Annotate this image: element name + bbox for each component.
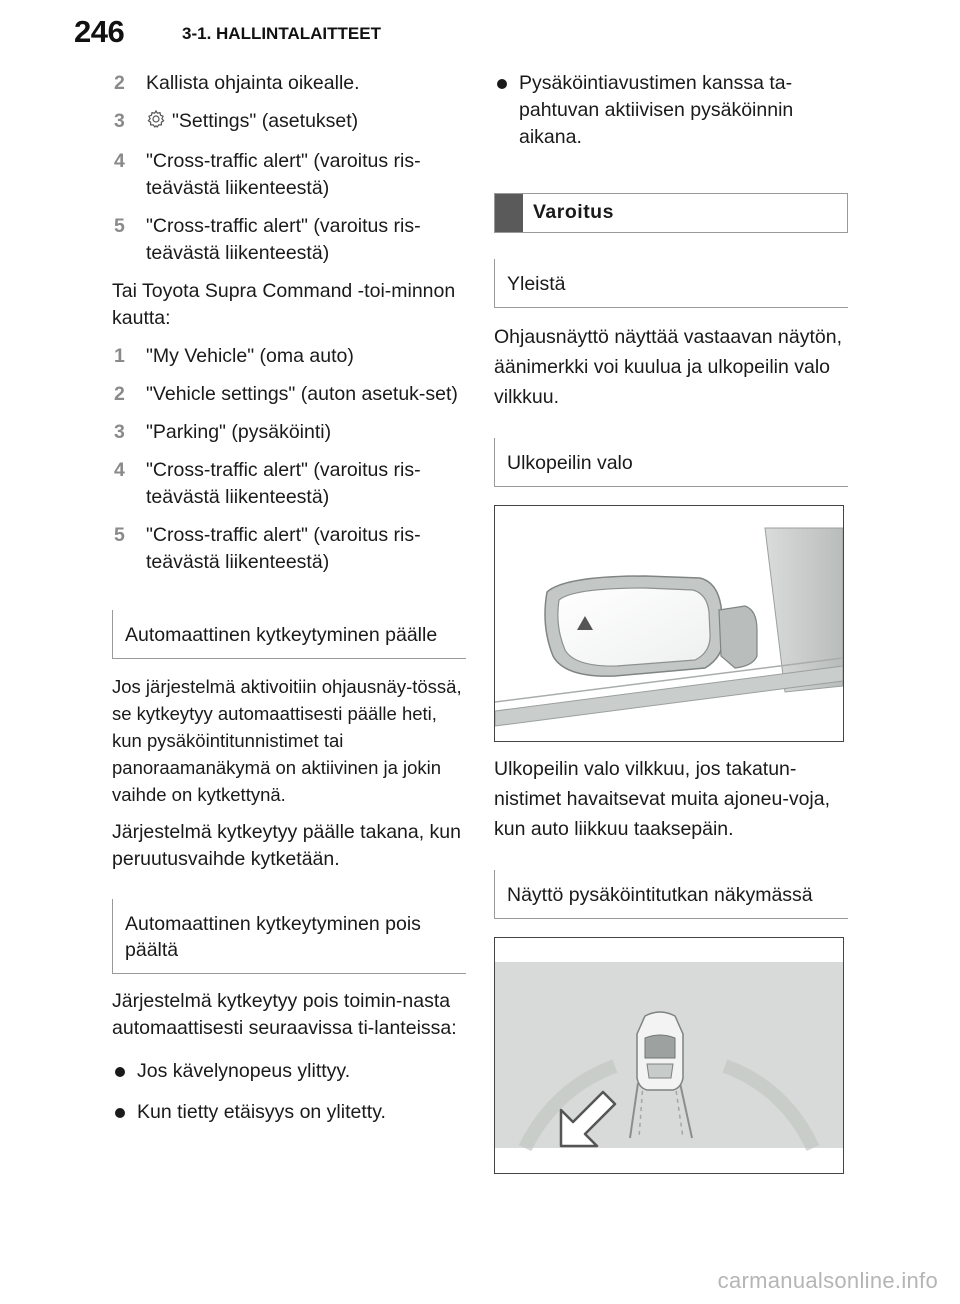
or-paragraph: Tai Toyota Supra Command -toi-minnon kautta:	[112, 280, 456, 329]
step-text: "Cross-traffic alert" (varoitus ris-teävästä liikenteestä)	[146, 459, 421, 508]
step-item	[112, 108, 466, 137]
warning-label: Varoitus	[533, 201, 614, 223]
step-item	[112, 419, 466, 446]
warning-box	[494, 193, 848, 233]
parking-radar-illustration	[494, 937, 844, 1174]
subheading-parking-display: Näyttö pysäköintitutkan näkymässä	[494, 870, 848, 919]
general-paragraph: Ohjausnäyttö näyttää vastaavan näytön, äänimerkki voi kuulua ja ulkopeilin valo vilkkuu.	[494, 326, 842, 408]
subheading-mirror-light: Ulkopeilin valo	[494, 438, 848, 487]
step-number: 4	[114, 459, 125, 481]
step-text: "Settings" (asetukset)	[172, 110, 359, 132]
right-column	[494, 70, 848, 1174]
bullet-dot-icon	[497, 79, 507, 89]
step-number: 2	[114, 383, 125, 405]
step-item	[112, 70, 466, 97]
bullet-text: Kun tietty etäisyys on ylitetty.	[137, 1101, 386, 1123]
bullet-dot-icon	[115, 1067, 125, 1077]
step-text: "Cross-traffic alert" (varoitus ris-teävästä liikenteestä)	[146, 150, 421, 199]
section-header: 3-1. HALLINTALAITTEET	[182, 24, 381, 43]
step-item	[112, 213, 466, 267]
subheading-auto-off: Automaattinen kytkeytyminen pois päältä	[112, 899, 466, 974]
step-item	[112, 457, 466, 511]
page-number: 246	[74, 14, 125, 49]
step-text: "Cross-traffic alert" (varoitus ris-teävästä liikenteestä)	[146, 215, 421, 264]
step-text: "Vehicle settings" (auton asetuk-set)	[146, 383, 458, 405]
gear-icon	[146, 109, 166, 137]
subheading-auto-on: Automaattinen kytkeytyminen päälle	[112, 610, 466, 659]
step-item	[112, 522, 466, 576]
step-text: Kallista ohjainta oikealle.	[146, 72, 360, 94]
step-number: 4	[114, 150, 125, 172]
bullet-dot-icon	[115, 1108, 125, 1118]
warning-bar	[495, 194, 523, 232]
step-item	[112, 343, 466, 370]
step-number: 2	[114, 72, 125, 94]
step-number: 5	[114, 215, 125, 237]
step-number: 3	[114, 421, 125, 443]
bullet-item	[494, 70, 848, 151]
auto-on-paragraph-2: Järjestelmä kytkeytyy päälle takana, kun peruutusvaihde kytketään.	[112, 821, 462, 870]
bullet-item	[112, 1058, 466, 1085]
step-item	[112, 381, 466, 408]
step-text: "Cross-traffic alert" (varoitus ris-teävästä liikenteestä)	[146, 524, 421, 573]
mirror-light-paragraph: Ulkopeilin valo vilkkuu, jos takatun-nistimet havaitsevat muita ajoneu-voja, kun auto liikkuu taaksepäin.	[494, 758, 831, 840]
bullet-text: Pysäköintiavustimen kanssa ta-pahtuvan aktiivisen pysäköinnin aikana.	[519, 72, 794, 148]
bullet-item	[112, 1099, 466, 1126]
step-text: "Parking" (pysäköinti)	[146, 421, 332, 443]
subheading-general: Yleistä	[494, 259, 848, 308]
auto-off-paragraph: Järjestelmä kytkeytyy pois toimin-nasta automaattisesti seuraavissa ti-lanteissa:	[112, 990, 457, 1039]
step-number: 5	[114, 524, 125, 546]
step-item	[112, 148, 466, 202]
watermark: carmanualsonline.info	[717, 1268, 938, 1293]
step-number: 3	[114, 110, 125, 132]
step-number: 1	[114, 345, 125, 367]
auto-on-paragraph: Jos järjestelmä aktivoitiin ohjausnäy-tössä, se kytkeytyy automaattisesti päälle heti, kun pysäköintitunnistimet tai panoraamanäkymä on aktiivinen ja jokin vaihde on kytkettynä.	[112, 676, 462, 805]
step-text: "My Vehicle" (oma auto)	[146, 345, 354, 367]
left-column	[112, 70, 466, 1137]
bullet-text: Jos kävelynopeus ylittyy.	[137, 1060, 351, 1082]
mirror-light-illustration	[494, 505, 844, 742]
